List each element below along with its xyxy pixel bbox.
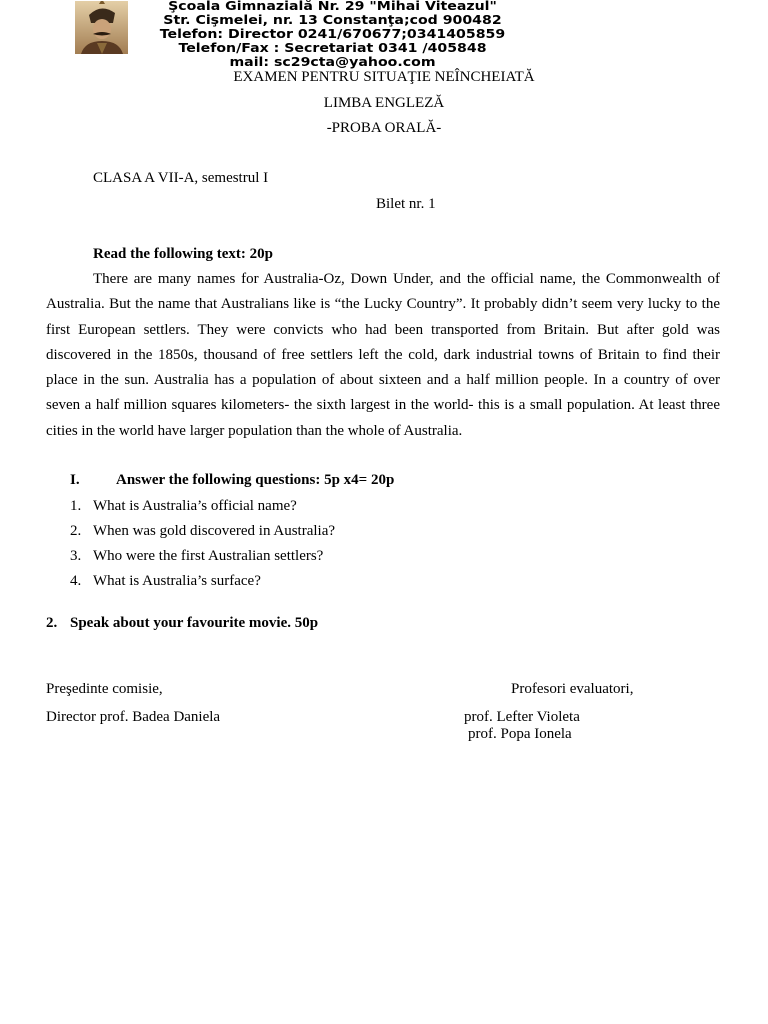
evaluator-name: prof. Lefter Violeta — [464, 709, 580, 725]
question-text: What is Australia’s official name? — [93, 498, 297, 514]
question-number: 3. — [70, 548, 82, 564]
header-line: Telefon/Fax : Secretariat 0341 /405848 — [178, 40, 487, 55]
class-info: CLASA A VII-A, semestrul I — [93, 170, 269, 186]
evaluators-title: Profesori evaluatori, — [511, 681, 634, 697]
header-line: Str. Cişmelei, nr. 13 Constanţa;cod 900482 — [163, 12, 502, 27]
section-numeral: I. — [70, 472, 80, 488]
header-line: mail: sc29cta@yahoo.com — [229, 54, 436, 69]
question-text: When was gold discovered in Australia? — [93, 523, 336, 539]
reading-text — [46, 267, 720, 444]
exam-title: EXAMEN PENTRU SITUAŢIE NEÎNCHEIATĂ — [233, 69, 535, 85]
section2-number: 2. — [46, 615, 58, 631]
school-patron-portrait — [75, 1, 128, 54]
header-line: Şcoala Gimnazială Nr. 29 "Mihai Viteazul" — [168, 0, 497, 13]
question-number: 1. — [70, 498, 82, 514]
reading-heading: Read the following text: 20p — [93, 246, 273, 262]
question-number: 4. — [70, 573, 82, 589]
school-header — [138, 0, 528, 69]
reading-text-body: There are many names for Australia-Oz, Down Under, and the official name, the Commonwealth of Australia. But the name that Australians like is “the Lucky Country”. It probably didn’t seem very lucky to the first European settlers. They were convicts who had been transported from Britain. But after gold was discovered in the 1850s, thousand of free settlers left the cold, dark industrial towns of Britain to find their place in the sun. Australia has a population of about sixteen and a half million people. In a country of over seven a half million squares kilometers- the sixth largest in the world- this is a small population. At least three cities in the world have larger population than the whole of Australia. — [46, 271, 720, 439]
section-heading: Answer the following questions: 5p x4= 20p — [116, 472, 395, 488]
evaluator-name: prof. Popa Ionela — [468, 726, 572, 742]
portrait-image — [75, 1, 128, 54]
header-line: Telefon: Director 0241/670677;0341405859 — [159, 26, 506, 41]
probe-title: -PROBA ORALĂ- — [326, 120, 442, 136]
president-name: Director prof. Badea Daniela — [46, 709, 221, 725]
subject-title: LIMBA ENGLEZĂ — [323, 95, 445, 111]
section2-text: Speak about your favourite movie. 50p — [70, 615, 319, 631]
question-text: Who were the first Australian settlers? — [93, 548, 324, 564]
question-text: What is Australia’s surface? — [93, 573, 261, 589]
question-number: 2. — [70, 523, 82, 539]
ticket-number: Bilet nr. 1 — [376, 196, 436, 212]
president-title: Preşedinte comisie, — [46, 681, 163, 697]
